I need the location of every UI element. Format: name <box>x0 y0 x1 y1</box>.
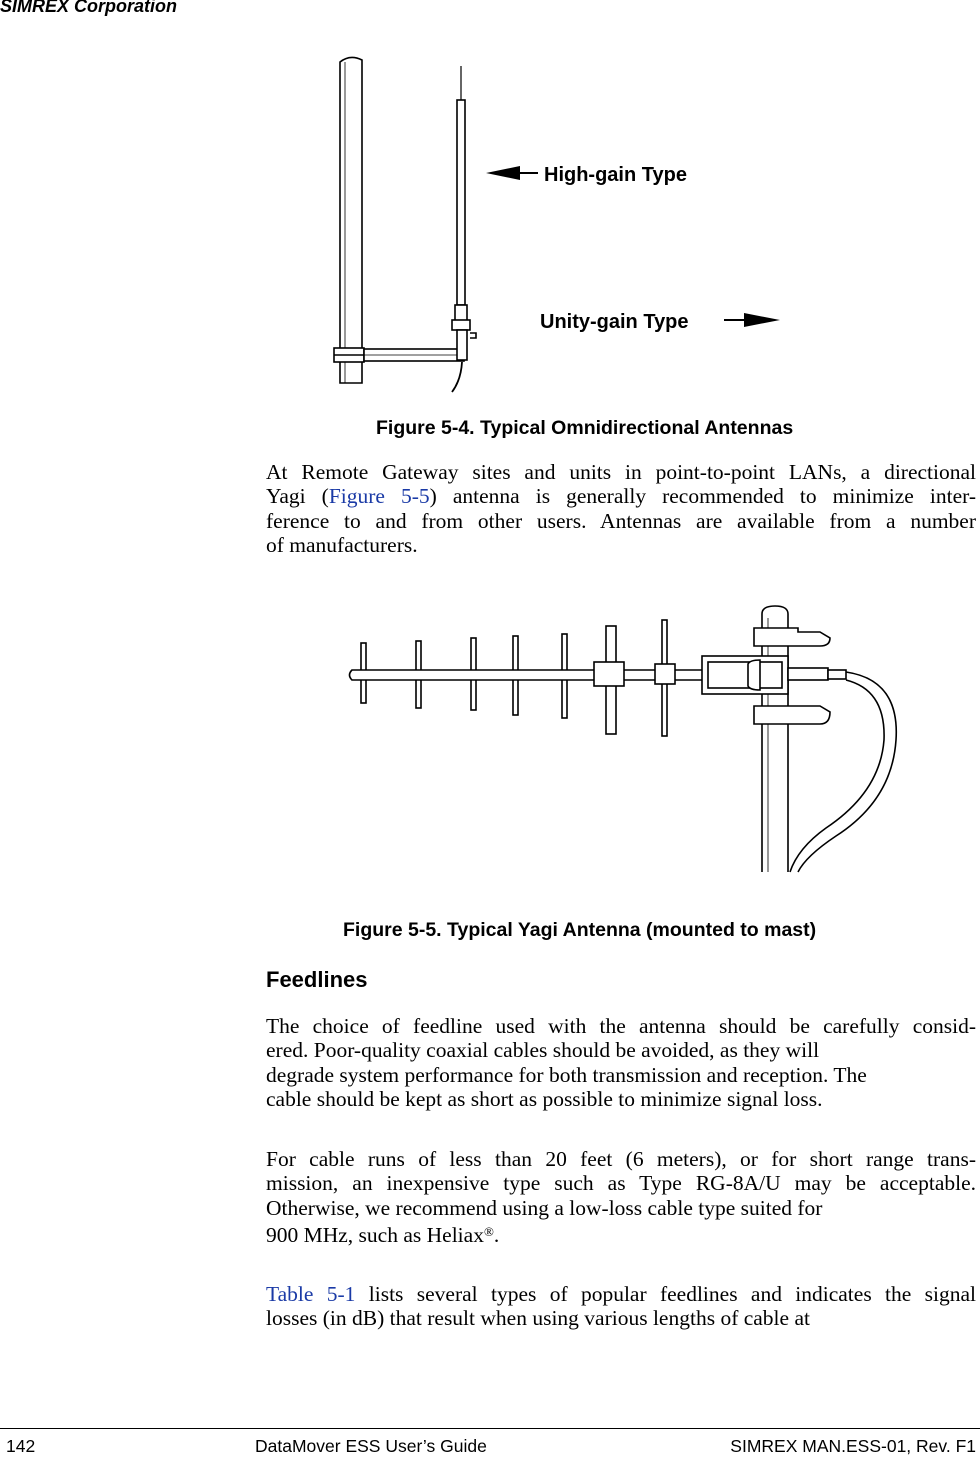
registered-mark: ® <box>483 1223 494 1239</box>
running-header: SIMREX Corporation <box>0 0 178 16</box>
document-id: SIMREX MAN.ESS-01, Rev. F1 <box>730 1436 976 1456</box>
figure-5-4-caption: Figure 5-4. Typical Omnidirectional Antennas <box>376 417 794 439</box>
table-reference-paragraph: Table 5-1 lists several types of popular feedlines and indicates the signal losses (in dB) that result when using various lengths of cable at <box>266 1282 976 1331</box>
unity-gain-arrow <box>724 313 780 327</box>
section-heading-feedlines: Feedlines <box>266 967 368 992</box>
feedline-choice-paragraph: The choice of feedline used with the antenna should be carefully consid- ered. Poor-quality coaxial cables should be avoided, as they will degrade system performance for both transmission and reception. The cable should be kept as short as possible to minimize signal loss. <box>266 1014 976 1111</box>
cable-runs-paragraph: For cable runs of less than 20 feet (6 meters), or for short range trans- mission, an inexpensive type such as Type RG-8A/U may be acceptable. Otherwise, we recommend using a low-loss cable type suited for 900 MHz, such as Heliax®. <box>266 1147 976 1247</box>
footer-rule <box>0 1428 980 1429</box>
table-5-1-link[interactable]: Table 5-1 <box>266 1282 356 1306</box>
high-gain-label: High-gain Type <box>544 164 687 186</box>
unity-gain-label: Unity-gain Type <box>540 311 689 333</box>
omnidirectional-antennas-figure <box>330 50 790 395</box>
figure-5-5-link[interactable]: Figure 5-5 <box>328 484 430 509</box>
high-gain-arrow <box>486 166 538 180</box>
figure-5-5-caption: Figure 5-5. Typical Yagi Antenna (mounted to mast) <box>343 919 817 941</box>
yagi-antenna-figure <box>340 600 910 875</box>
page-number: 142 <box>6 1436 36 1456</box>
intro-paragraph: At Remote Gateway sites and units in point-to-point LANs, a directional Yagi (Figure 5-5) antenna is generally recommended to minimize inter- ference to and from other users. Antennas are available from a number of manufacturers. <box>266 460 976 557</box>
guide-title: DataMover ESS User’s Guide <box>255 1436 487 1456</box>
